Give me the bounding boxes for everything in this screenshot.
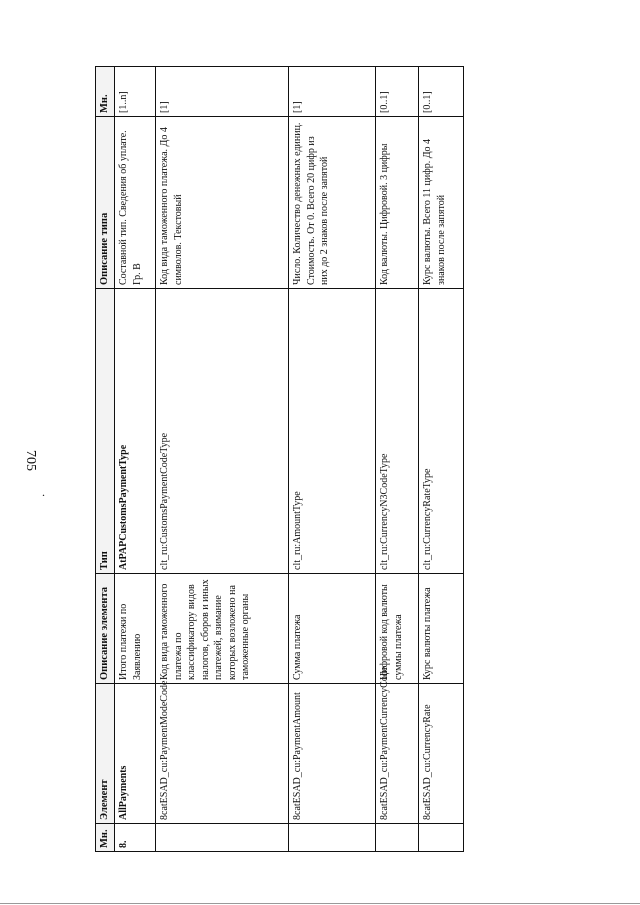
row-type: AtPAPCustomsPaymentType bbox=[115, 289, 156, 574]
table-row bbox=[156, 67, 289, 852]
row-element-desc: Итого платежи по Заявлению bbox=[115, 574, 156, 684]
header-mult: Мн. bbox=[96, 67, 115, 117]
row-num bbox=[289, 824, 376, 852]
row-element: AllPayments bbox=[115, 684, 156, 824]
row-type: clt_ru:CurrencyRateType bbox=[419, 289, 464, 574]
table-row bbox=[376, 67, 419, 852]
row-element-desc: Сумма платежа bbox=[289, 574, 376, 684]
row-type-desc: Код валюты. Цифровой. 3 цифры bbox=[376, 117, 419, 289]
table-row bbox=[419, 67, 464, 852]
row-element: 8catESAD_cu:CurrencyRate bbox=[419, 684, 464, 824]
table-row bbox=[115, 67, 156, 852]
row-element: 8catESAD_cu:PaymentModeCode bbox=[156, 684, 289, 824]
row-mult: [0..1] bbox=[419, 67, 464, 117]
header-element-desc: Описание элемента bbox=[96, 574, 115, 684]
row-element-desc: Курс валюты платежа bbox=[419, 574, 464, 684]
row-type-desc: Курс валюты. Всего 11 цифр. До 4 знаков после запятой bbox=[419, 117, 464, 289]
bottom-edge-line bbox=[0, 903, 640, 904]
page-number: 705 bbox=[23, 450, 38, 471]
page-dot: . bbox=[42, 485, 45, 499]
row-mult: [0..1] bbox=[376, 67, 419, 117]
row-num bbox=[376, 824, 419, 852]
table-header-row bbox=[96, 67, 115, 852]
header-type: Тип bbox=[96, 289, 115, 574]
row-num: 8. bbox=[115, 824, 156, 852]
row-type: clt_ru:CurrencyN3CodeType bbox=[376, 289, 419, 574]
rotated-table bbox=[95, 67, 447, 852]
row-num bbox=[419, 824, 464, 852]
header-element: Элемент bbox=[96, 684, 115, 824]
row-type-desc: Код вида таможенного платежа. До 4 символов. Текстовый bbox=[156, 117, 289, 289]
table-row bbox=[289, 67, 376, 852]
row-type: clt_ru:AmountType bbox=[289, 289, 376, 574]
row-element: 8catESAD_cu:PaymentAmount bbox=[289, 684, 376, 824]
row-element-desc: Код вида таможенного платежа по классификатору видов налогов, сборов и иных платежей, взимание которых возложено на таможенные органы bbox=[156, 574, 289, 684]
row-type: clt_ru:CustomsPaymentCodeType bbox=[156, 289, 289, 574]
schema-table bbox=[95, 66, 464, 852]
row-type-desc: Число. Количество денежных единиц. Стоимость. От 0. Всего 20 цифр из них до 2 знаков после запятой bbox=[289, 117, 376, 289]
header-num: Мн. bbox=[96, 824, 115, 852]
row-element: 8catESAD_cu:PaymentCurrencyCode bbox=[376, 684, 419, 824]
header-type-desc: Описание типа bbox=[96, 117, 115, 289]
row-mult: [1] bbox=[289, 67, 376, 117]
row-mult: [1..n] bbox=[115, 67, 156, 117]
row-element-desc: Цифровой код валюты суммы платежа bbox=[376, 574, 419, 684]
row-num bbox=[156, 824, 289, 852]
row-mult: [1] bbox=[156, 67, 289, 117]
row-type-desc: Составной тип. Сведения об уплате. Гр. В bbox=[115, 117, 156, 289]
